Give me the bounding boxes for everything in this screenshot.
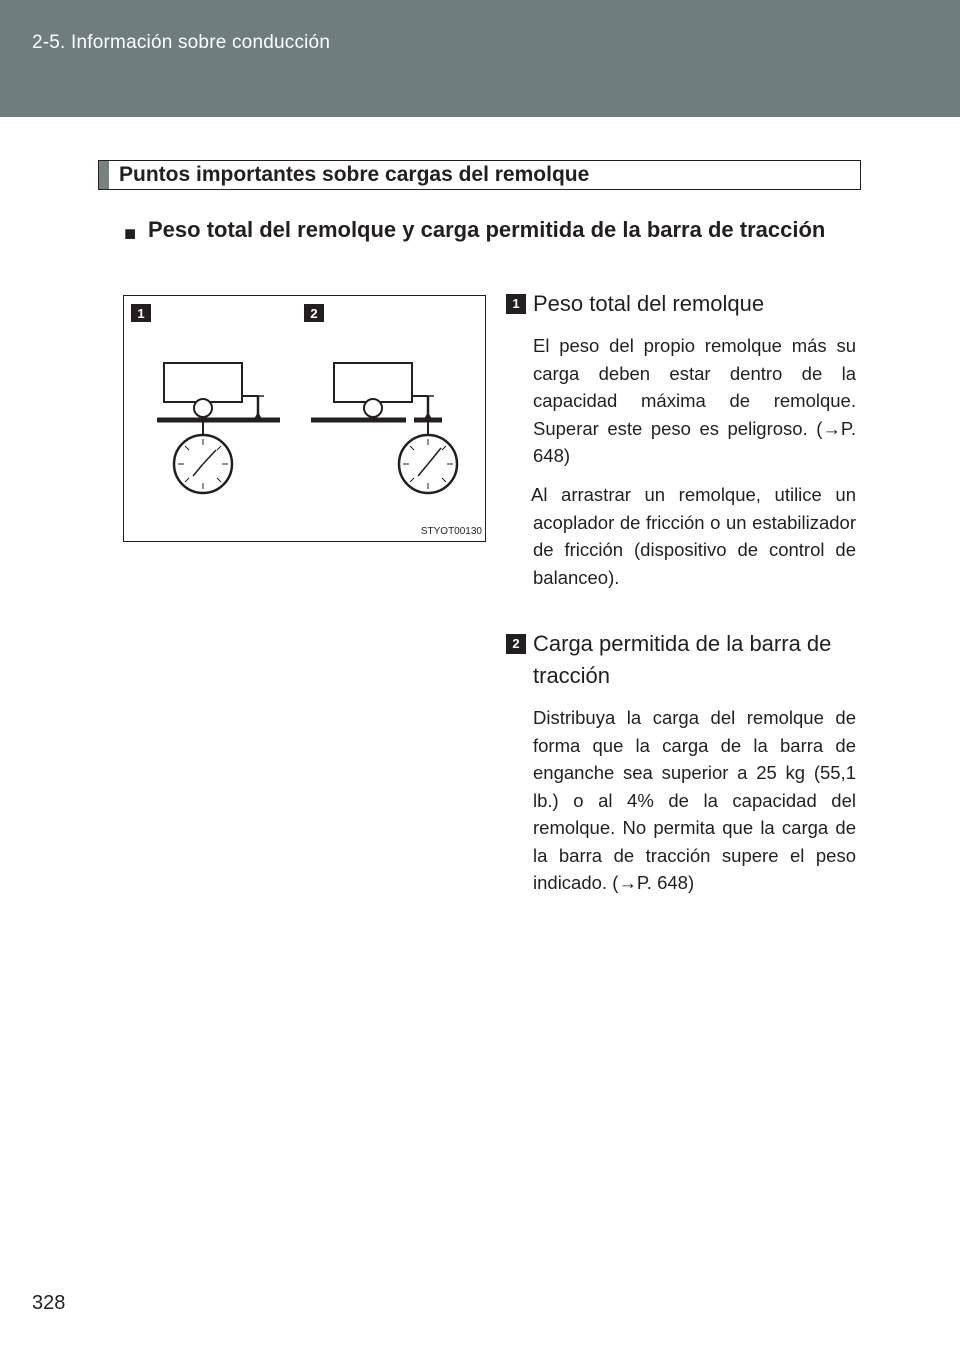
item-1-paragraph-2: Al arrastrar un remolque, utilice un acoplador de fricción o un estabilizador de fricción (dispositivo de control de balanceo). <box>531 484 856 588</box>
square-bullet-icon: ■ <box>124 223 137 245</box>
figure-code: STYOT00130 <box>420 526 482 537</box>
section-accent <box>99 161 109 189</box>
item-1-badge: 1 <box>506 294 526 314</box>
page-number: 328 <box>32 1292 66 1314</box>
trailer-on-scale-left <box>157 363 280 493</box>
item-1-title-text: Peso total del remolque <box>533 291 765 316</box>
subheading <box>124 214 856 246</box>
figure-badge-2: 2 <box>310 306 318 321</box>
item-2-title-text: Carga permitida de la barra de tracción <box>533 631 832 688</box>
header-band <box>0 0 960 117</box>
section-title: Puntos importantes sobre cargas del remolque <box>119 163 590 186</box>
item-2-badge: 2 <box>506 634 526 654</box>
section-title-bar <box>98 160 861 190</box>
item-1-title <box>506 288 866 320</box>
item-1-paragraph-1: El peso del propio remolque más su carga deben estar dentro de la capacidad máxima de remolque. Superar este peso es peligroso. (→P. 648) <box>533 335 856 466</box>
item-2-title <box>506 628 866 692</box>
trailer-on-scale-right <box>311 363 457 493</box>
figure-badge-1: 1 <box>137 306 145 321</box>
trailer-weight-figure <box>123 295 486 542</box>
subheading-text: Peso total del remolque y carga permitida de la barra de tracción <box>148 217 826 242</box>
trailer-scales-illustration <box>124 296 487 543</box>
item-2-paragraph-1: Distribuya la carga del remolque de forma que la carga de la barra de enganche sea superior a 25 kg (55,1 lb.) o al 4% de la capacidad del remolque. No permita que la carga de la barra de tracción supere el peso indicado. (→P. 648) <box>533 707 856 893</box>
chapter-heading: 2-5. Información sobre conducción <box>32 32 331 53</box>
